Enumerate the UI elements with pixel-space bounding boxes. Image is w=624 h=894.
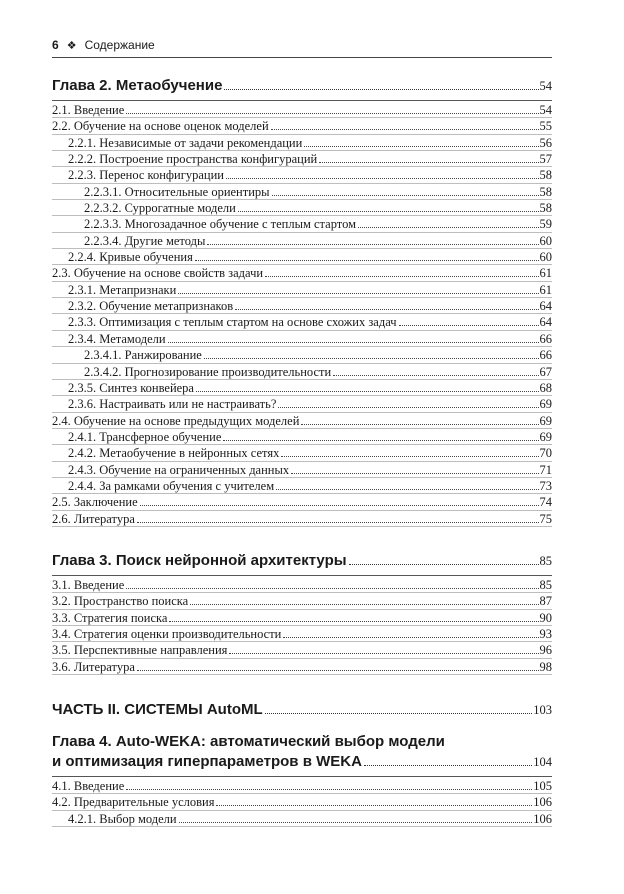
toc-entry-title: 4.1. Введение	[52, 779, 125, 793]
toc-entry-page: 70	[539, 446, 552, 461]
part-title: ЧАСТЬ II. СИСТЕМЫ AutoML	[52, 701, 263, 718]
chapter-page: 85	[539, 554, 552, 568]
toc-entry[interactable]	[52, 511, 552, 527]
toc-entry[interactable]	[52, 151, 552, 167]
toc-entry-page: 87	[539, 594, 552, 609]
toc-entry-page: 60	[539, 233, 552, 248]
page-number: 6	[52, 38, 59, 52]
toc-entry[interactable]	[52, 298, 552, 314]
toc-entry-title: 2.2.3.1. Относительные ориентиры	[84, 184, 270, 199]
dot-leader	[126, 113, 538, 114]
toc-entry-page: 55	[539, 119, 552, 134]
toc-entry-title: 2.2.3.2. Суррогатные модели	[84, 201, 236, 216]
toc-entry-title: 2.3.4.1. Ранжирование	[84, 348, 202, 363]
toc-entry-title: 2.4.3. Обучение на ограниченных данных	[68, 462, 290, 477]
toc-entry-page: 59	[539, 217, 552, 232]
chapter-page: 104	[533, 755, 552, 769]
toc-list	[52, 102, 552, 527]
toc-entry-title: 2.2.4. Кривые обучения	[68, 250, 193, 265]
dot-leader	[137, 670, 539, 671]
chapter-title: Глава 2. Метаобучение	[52, 77, 223, 94]
chapter-4-title-line-1[interactable]: Глава 4. Auto-WEKA: автоматический выбор модели	[52, 733, 445, 750]
toc-entry[interactable]	[52, 445, 552, 461]
chapter-title-line-2: и оптимизация гиперпараметров в WEKA	[52, 753, 362, 770]
dot-leader	[126, 789, 532, 790]
toc-entry-title: 3.2. Пространство поиска	[52, 594, 189, 609]
chapter-2-section	[52, 76, 552, 527]
toc-list	[52, 577, 552, 675]
toc-entry-page: 74	[539, 495, 552, 510]
toc-entry-page: 98	[539, 659, 552, 674]
dot-leader	[276, 489, 538, 490]
toc-entry-title: 2.4.2. Метаобучение в нейронных сетях	[68, 446, 280, 461]
dot-leader	[399, 325, 539, 326]
dot-leader	[216, 805, 532, 806]
toc-entry-page: 66	[539, 331, 552, 346]
toc-entry-page: 75	[539, 511, 552, 526]
chapter-page: 54	[539, 79, 552, 93]
toc-entry[interactable]	[52, 429, 552, 445]
toc-entry-title: 2.2.1. Независимые от задачи рекомендации	[68, 135, 303, 150]
toc-entry-page: 68	[539, 380, 552, 395]
toc-entry-title: 3.1. Введение	[52, 578, 125, 592]
toc-entry[interactable]	[52, 380, 552, 396]
toc-entry-title: 2.2.3.3. Многозадачное обучение с теплым стартом	[84, 217, 357, 232]
toc-entry[interactable]	[52, 347, 552, 363]
toc-entry[interactable]	[52, 118, 552, 134]
dot-leader	[229, 653, 538, 654]
toc-list	[52, 778, 552, 827]
dot-leader	[235, 309, 538, 310]
toc-entry[interactable]	[52, 396, 552, 412]
chapter-4-heading[interactable]	[52, 752, 552, 772]
toc-entry-title: 2.4.1. Трансферное обучение	[68, 429, 222, 444]
toc-entry-page: 58	[539, 168, 552, 183]
toc-entry-title: 3.3. Стратегия поиска	[52, 610, 168, 625]
toc-entry[interactable]	[52, 233, 552, 249]
running-head-divider	[52, 57, 552, 58]
dot-leader	[333, 375, 538, 376]
toc-entry-page: 73	[539, 478, 552, 493]
dot-leader	[272, 195, 539, 196]
toc-entry-page: 61	[539, 282, 552, 297]
toc-entry[interactable]	[52, 167, 552, 183]
dot-leader	[364, 765, 532, 766]
toc-entry-page: 64	[539, 315, 552, 330]
dot-leader	[224, 89, 538, 90]
toc-entry[interactable]	[52, 314, 552, 330]
heading-divider	[52, 100, 552, 101]
toc-entry[interactable]	[52, 794, 552, 810]
toc-entry-page: 69	[539, 397, 552, 412]
toc-entry[interactable]	[52, 778, 552, 794]
toc-entry[interactable]	[52, 811, 552, 827]
toc-entry-page: 71	[539, 462, 552, 477]
toc-entry[interactable]	[52, 200, 552, 216]
dot-leader	[265, 276, 538, 277]
part-page: 103	[533, 703, 552, 717]
toc-entry-title: 2.2.3. Перенос конфигурации	[68, 168, 224, 183]
toc-entry-title: 2.2.3.4. Другие методы	[84, 233, 206, 248]
chapter-4-section	[52, 731, 552, 827]
toc-entry-page: 106	[533, 811, 552, 826]
dot-leader	[226, 178, 539, 179]
toc-entry[interactable]	[52, 331, 552, 347]
dot-leader	[137, 522, 539, 523]
toc-entry-page: 69	[539, 413, 552, 428]
toc-entry-title: 2.2.2. Построение пространства конфигураций	[68, 152, 318, 167]
toc-entry-title: 2.3.4.2. Прогнозирование производительности	[84, 364, 332, 379]
dot-leader	[281, 456, 538, 457]
toc-entry-title: 2.4.4. За рамками обучения с учителем	[68, 478, 275, 493]
toc-entry[interactable]	[52, 626, 552, 642]
toc-entry-page: 56	[539, 135, 552, 150]
toc-entry-title: 2.3.6. Настраивать или не настраивать?	[68, 397, 277, 412]
toc-entry-page: 105	[533, 779, 552, 793]
toc-entry-page: 61	[539, 266, 552, 281]
dot-leader	[291, 473, 538, 474]
dot-leader	[319, 162, 538, 163]
dot-leader	[204, 358, 539, 359]
chapter-2-heading[interactable]	[52, 76, 552, 96]
dot-leader	[358, 227, 538, 228]
dot-leader	[238, 211, 539, 212]
toc-entry-title: 2.5. Заключение	[52, 495, 138, 510]
toc-entry-page: 58	[539, 184, 552, 199]
toc-entry-title: 3.5. Перспективные направления	[52, 643, 228, 658]
dot-leader	[223, 440, 538, 441]
toc-entry-title: 4.2. Предварительные условия	[52, 795, 215, 810]
toc-entry-page: 90	[539, 610, 552, 625]
toc-entry-title: 2.1. Введение	[52, 103, 125, 117]
dot-leader	[207, 244, 538, 245]
dot-leader	[283, 637, 538, 638]
toc-entry[interactable]	[52, 249, 552, 265]
toc-entry[interactable]	[52, 364, 552, 380]
dot-leader	[140, 505, 539, 506]
dot-leader	[349, 564, 539, 565]
dot-leader	[265, 713, 533, 714]
toc-entry-title: 3.4. Стратегия оценки производительности	[52, 627, 282, 642]
toc-entry[interactable]	[52, 265, 552, 281]
toc-entry-title: 2.3.1. Метапризнаки	[68, 282, 177, 297]
toc-entry[interactable]	[52, 577, 552, 593]
toc-entry-page: 58	[539, 201, 552, 216]
toc-entry[interactable]	[52, 102, 552, 118]
toc-entry[interactable]	[52, 659, 552, 675]
dot-leader	[126, 588, 538, 589]
toc-entry[interactable]	[52, 413, 552, 429]
part-2-section	[52, 700, 552, 720]
part-2-heading[interactable]	[52, 700, 552, 720]
dot-leader	[169, 621, 538, 622]
toc-entry-page: 96	[539, 643, 552, 658]
toc-entry-title: 2.6. Литература	[52, 511, 135, 526]
toc-entry-page: 64	[539, 299, 552, 314]
toc-entry-title: 2.3.2. Обучение метапризнаков	[68, 299, 234, 314]
dot-leader	[168, 342, 539, 343]
toc-entry-page: 85	[539, 578, 552, 592]
toc-entry[interactable]	[52, 494, 552, 510]
toc-entry[interactable]	[52, 642, 552, 658]
toc-entry[interactable]	[52, 216, 552, 232]
chapter-title: Глава 3. Поиск нейронной архитектуры	[52, 552, 347, 569]
running-head	[52, 38, 552, 52]
toc-entry-title: 4.2.1. Выбор модели	[68, 811, 177, 826]
toc-entry-page: 66	[539, 348, 552, 363]
dot-leader	[179, 822, 533, 823]
chapter-3-section	[52, 551, 552, 675]
toc-entry[interactable]	[52, 184, 552, 200]
toc-entry[interactable]	[52, 478, 552, 494]
toc-entry-page: 57	[539, 152, 552, 167]
toc-entry-page: 69	[539, 429, 552, 444]
toc-entry[interactable]	[52, 282, 552, 298]
toc-entry-page: 93	[539, 627, 552, 642]
dot-leader	[195, 260, 539, 261]
toc-entry-title: 2.2. Обучение на основе оценок моделей	[52, 119, 269, 134]
dot-leader	[301, 424, 538, 425]
toc-entry-title: 2.3.5. Синтез конвейера	[68, 380, 194, 395]
toc-entry-title: 2.3.3. Оптимизация с теплым стартом на основе схожих задач	[68, 315, 397, 330]
toc-entry[interactable]	[52, 610, 552, 626]
dot-leader	[196, 391, 539, 392]
dot-leader	[190, 604, 538, 605]
toc-entry[interactable]	[52, 135, 552, 151]
toc-entry[interactable]	[52, 462, 552, 478]
toc-entry[interactable]	[52, 593, 552, 609]
running-head-title: Содержание	[84, 38, 155, 52]
toc-entry-title: 2.4. Обучение на основе предыдущих моделей	[52, 413, 300, 428]
dot-leader	[178, 293, 538, 294]
toc-entry-page: 60	[539, 250, 552, 265]
dot-leader	[304, 146, 538, 147]
toc-entry-title: 2.3. Обучение на основе свойств задачи	[52, 266, 264, 281]
toc-entry-page: 106	[533, 795, 552, 810]
chapter-3-heading[interactable]	[52, 551, 552, 571]
toc-entry-title: 3.6. Литература	[52, 659, 135, 674]
toc-entry-page: 67	[539, 364, 552, 379]
toc-entry-title: 2.3.4. Метамодели	[68, 331, 166, 346]
heading-divider	[52, 776, 552, 777]
dot-leader	[271, 129, 539, 130]
ornament-icon: ❖	[66, 39, 77, 52]
dot-leader	[278, 407, 538, 408]
toc-entry-page: 54	[539, 103, 552, 117]
heading-divider	[52, 575, 552, 576]
